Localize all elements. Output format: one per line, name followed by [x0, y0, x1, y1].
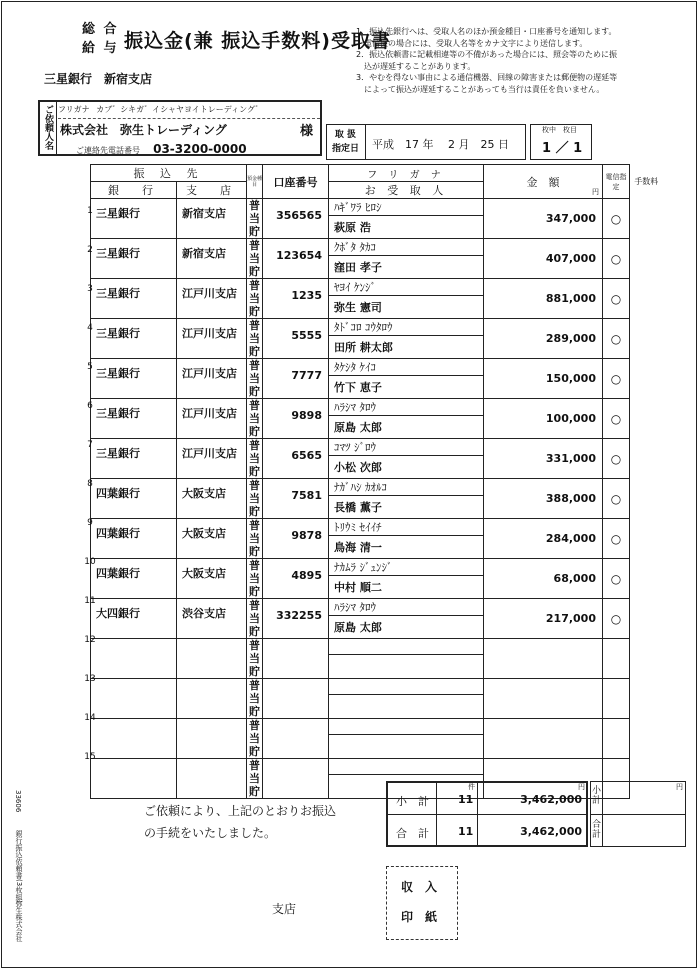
bank-name: 三星銀行	[91, 279, 177, 319]
recipient-furigana	[329, 679, 484, 695]
amount: 289,000	[484, 319, 603, 359]
recipient-name: 原島 太郎	[329, 616, 484, 639]
recipient-name: 原島 太郎	[329, 416, 484, 439]
totals-yen: 円	[578, 783, 585, 791]
table-row	[91, 359, 663, 376]
account-type-labels	[247, 519, 262, 558]
fee-cell	[630, 639, 663, 679]
recipient-name	[329, 695, 484, 719]
recipient-furigana: ﾔﾖｲ ｹﾝｼﾞ	[329, 279, 484, 296]
account-type-cell	[247, 679, 263, 719]
recipient-name: 萩原 浩	[329, 216, 484, 239]
account-type-label: 当	[249, 372, 260, 385]
account-number: 4895	[263, 559, 329, 599]
account-type-labels	[247, 479, 262, 518]
header-bank: 銀 行	[91, 182, 177, 199]
header-account: 口座番号	[263, 165, 329, 199]
header-destination: 振 込 先	[91, 165, 247, 182]
amount: 284,000	[484, 519, 603, 559]
table-row	[91, 719, 663, 735]
branch-name: 江戸川支店	[177, 439, 247, 479]
account-type-label: 普	[249, 399, 260, 412]
account-type-labels	[247, 559, 262, 598]
branch-name: 大阪支店	[177, 479, 247, 519]
account-type-label: 普	[249, 639, 260, 652]
note-line: 電信扱の場合には、受取人名等をカナ文字により送信します。	[356, 38, 588, 48]
row-number: 3	[87, 284, 93, 294]
branch-name: 江戸川支店	[177, 279, 247, 319]
row-number: 14	[84, 713, 96, 723]
table-row	[91, 439, 663, 456]
account-number: 7777	[263, 359, 329, 399]
account-type-label: 貯	[249, 385, 260, 398]
amount: 881,000	[484, 279, 603, 319]
account-type-label: 普	[249, 279, 260, 292]
amount: 388,000	[484, 479, 603, 519]
recipient-name: 窪田 孝子	[329, 256, 484, 279]
telegraph-cell	[603, 519, 630, 559]
date-label-top: 取 扱	[334, 130, 357, 140]
fee-cell	[630, 279, 663, 319]
account-number: 1235	[263, 279, 329, 319]
recipient-name: 中村 順二	[329, 576, 484, 599]
table-row	[91, 759, 663, 775]
bank-name: 大四銀行	[91, 599, 177, 639]
account-type-label: 貯	[249, 265, 260, 278]
table-row	[91, 479, 663, 496]
bank-branch-header: 三星銀行 新宿支店	[44, 72, 153, 86]
amount: 331,000	[484, 439, 603, 479]
account-type-label: 普	[249, 479, 260, 492]
branch-name: 新宿支店	[177, 239, 247, 279]
telegraph-cell	[603, 679, 630, 719]
account-type-labels	[247, 639, 262, 678]
account-type-cell	[247, 559, 263, 599]
account-type-labels	[247, 279, 262, 318]
account-type-label: 普	[249, 319, 260, 332]
branch-name: 江戸川支店	[177, 359, 247, 399]
side-subtotal: 小計	[592, 786, 602, 806]
account-type-label: 貯	[249, 465, 260, 478]
table-row	[91, 239, 663, 256]
amount: 407,000	[484, 239, 603, 279]
fee-cell	[630, 519, 663, 559]
header-fee: 手数料	[630, 165, 663, 199]
recipient-furigana	[329, 639, 484, 655]
footer-message-line1: ご依頼により、上記のとおりお振込	[144, 804, 337, 818]
telegraph-mark: ○	[610, 291, 622, 306]
branch-label: 支店	[272, 902, 297, 916]
header-recipient: お 受 取 人	[329, 182, 484, 199]
bank-name	[91, 639, 177, 679]
branch-name: 大阪支店	[177, 519, 247, 559]
amount	[484, 639, 603, 679]
header-telegraph: 電信指定	[603, 165, 630, 199]
account-type-labels	[247, 199, 262, 238]
telegraph-cell	[603, 399, 630, 439]
account-type-cell	[247, 519, 263, 559]
account-type-label: 貯	[249, 345, 260, 358]
amount	[484, 679, 603, 719]
account-type-label: 普	[249, 199, 260, 212]
account-type-cell	[247, 399, 263, 439]
account-type-cell	[247, 719, 263, 759]
account-type-label: 貯	[249, 225, 260, 238]
recipient-furigana: ﾀﾄﾞｺﾛ ｺｳﾀﾛｳ	[329, 319, 484, 336]
recipient-name: 鳥海 清一	[329, 536, 484, 559]
account-type-labels	[247, 759, 262, 798]
account-type-label: 普	[249, 719, 260, 732]
requester-phone-row	[76, 138, 247, 157]
fee-cell	[630, 599, 663, 639]
fee-cell	[630, 559, 663, 599]
table-row	[91, 399, 663, 416]
table-row	[91, 199, 663, 216]
account-type-cell	[247, 599, 263, 639]
telegraph-mark: ○	[610, 491, 622, 506]
bank-name: 四葉銀行	[91, 559, 177, 599]
note-line: 2．振込依頼書に記載相違等の不備があった場合には、照会等のために振	[356, 50, 618, 59]
fee-cell	[630, 479, 663, 519]
total-label: 合 計	[396, 827, 429, 840]
bank-name: 三星銀行	[91, 239, 177, 279]
row-number: 10	[84, 557, 96, 567]
note-line: によって振込が遅延することがあっても当行は責任を負いません。	[356, 84, 605, 94]
account-type-labels	[247, 359, 262, 398]
branch-name: 大阪支店	[177, 559, 247, 599]
phone-label: ご連絡先電話番号	[76, 146, 140, 155]
recipient-name: 小松 次郎	[329, 456, 484, 479]
fee-totals-yen: 円	[676, 783, 683, 791]
account-number: 5555	[263, 319, 329, 359]
account-type-label: 当	[249, 292, 260, 305]
account-type-cell	[247, 479, 263, 519]
account-type-label: 貯	[249, 305, 260, 318]
telegraph-mark: ○	[610, 451, 622, 466]
amount	[484, 719, 603, 759]
account-type-label: 貯	[249, 665, 260, 678]
account-type-label: 貯	[249, 625, 260, 638]
date-label-bottom: 指定日	[331, 144, 359, 154]
bank-name: 三星銀行	[91, 199, 177, 239]
account-type-label: 貯	[249, 585, 260, 598]
header-type: 預金種目	[247, 165, 263, 199]
bank-name: 三星銀行	[91, 319, 177, 359]
telegraph-mark: ○	[610, 211, 622, 226]
account-type-cell	[247, 439, 263, 479]
row-number: 1	[87, 206, 93, 216]
fee-cell	[630, 399, 663, 439]
fee-cell	[630, 239, 663, 279]
fee-cell	[630, 679, 663, 719]
header-amount: 金 額	[526, 175, 560, 189]
page-value: 1 ／ 1	[542, 141, 583, 156]
recipient-furigana	[329, 719, 484, 735]
account-type-label: 貯	[249, 705, 260, 718]
row-number: 6	[87, 401, 93, 411]
account-type-label: 普	[249, 679, 260, 692]
recipient-furigana: ﾅｶﾑﾗ ｼﾞｭﾝｼﾞ	[329, 559, 484, 576]
account-type-label: 当	[249, 772, 260, 785]
requester-furigana: カブ゛シキガ゛イシャヤヨイトレーディング゛	[96, 105, 263, 114]
branch-name: 新宿支店	[177, 199, 247, 239]
account-number: 9898	[263, 399, 329, 439]
table-row	[91, 559, 663, 576]
account-number: 9878	[263, 519, 329, 559]
transfer-table	[90, 164, 663, 799]
row-number: 2	[87, 245, 93, 255]
recipient-furigana: ﾀｹｼﾀ ｹｲｺ	[329, 359, 484, 376]
account-type-label: 普	[249, 239, 260, 252]
telegraph-cell	[603, 319, 630, 359]
branch-name	[177, 639, 247, 679]
account-type-label: 貯	[249, 545, 260, 558]
account-number: 6565	[263, 439, 329, 479]
branch-name: 渋谷支店	[177, 599, 247, 639]
footer-message	[144, 800, 336, 844]
account-type-labels	[247, 719, 262, 758]
requester-name: 株式会社 弥生トレーディング	[60, 123, 227, 137]
recipient-furigana: ｺﾏﾂ ｼﾞﾛｳ	[329, 439, 484, 456]
footer-message-line2: の手続をいたしました。	[144, 826, 277, 840]
requester-furigana-row	[58, 104, 320, 119]
account-type-cell	[247, 279, 263, 319]
document-title: 振込金(兼 振込手数料)受取書	[124, 30, 391, 52]
branch-name	[177, 679, 247, 719]
account-type-labels	[247, 399, 262, 438]
account-type-label: 当	[249, 452, 260, 465]
table-row	[91, 279, 663, 296]
date-label-cell	[326, 124, 366, 160]
telegraph-mark: ○	[610, 571, 622, 586]
recipient-furigana: ｸﾎﾞﾀ ﾀｶｺ	[329, 239, 484, 256]
amount: 68,000	[484, 559, 603, 599]
recipient-furigana: ﾊﾗｼﾏ ﾀﾛｳ	[329, 399, 484, 416]
row-number: 5	[87, 362, 93, 372]
header-yen: 円	[592, 188, 599, 196]
side-maker: 弥生株式会社	[15, 900, 23, 942]
account-type-cell	[247, 759, 263, 799]
table-row	[91, 599, 663, 616]
title-kind-top: 総 合	[82, 22, 119, 37]
note-line: 込が遅延することがあります。	[356, 61, 476, 71]
account-type-label: 当	[249, 612, 260, 625]
header-row-top	[91, 165, 663, 182]
telegraph-cell	[603, 359, 630, 399]
account-type-label: 当	[249, 692, 260, 705]
header-furigana: フ リ ガ ナ	[329, 165, 484, 182]
account-type-label: 当	[249, 492, 260, 505]
furigana-label: フリガナ	[58, 105, 90, 114]
bank-name: 三星銀行	[91, 359, 177, 399]
telegraph-mark: ○	[610, 371, 622, 386]
row-number: 8	[87, 479, 93, 489]
account-number: 356565	[263, 199, 329, 239]
account-type-label: 普	[249, 559, 260, 572]
recipient-name	[329, 735, 484, 759]
count-unit: 件	[468, 783, 475, 791]
telegraph-cell	[603, 199, 630, 239]
page-label: 枚中 枚目	[542, 126, 577, 134]
account-type-labels	[247, 319, 262, 358]
telegraph-cell	[603, 719, 630, 759]
account-type-label: 当	[249, 252, 260, 265]
account-type-label: 普	[249, 519, 260, 532]
totals-divider	[388, 814, 586, 815]
account-type-label: 貯	[249, 785, 260, 798]
account-type-cell	[247, 199, 263, 239]
account-number: 332255	[263, 599, 329, 639]
table-row	[91, 319, 663, 336]
honorific: 様	[300, 124, 314, 139]
telegraph-cell	[603, 559, 630, 599]
account-type-labels	[247, 439, 262, 478]
bank-name: 三星銀行	[91, 399, 177, 439]
telegraph-cell	[603, 239, 630, 279]
note-line: 3．やむを得ない事由による通信機器、回線の障害または郵便物の遅延等	[356, 73, 618, 82]
fee-cell	[630, 719, 663, 759]
telegraph-mark: ○	[610, 531, 622, 546]
bank-name: 三星銀行	[91, 439, 177, 479]
table-row	[91, 639, 663, 655]
header-branch: 支 店	[177, 182, 247, 199]
bank-name	[91, 719, 177, 759]
account-number: 123654	[263, 239, 329, 279]
account-type-label: 普	[249, 439, 260, 452]
telegraph-cell	[603, 279, 630, 319]
notes-block	[356, 26, 686, 95]
row-number: 9	[87, 518, 93, 528]
note-line: 1．振込先銀行へは、受取人名のほか預金種目・口座番号を通知します。	[356, 27, 617, 36]
account-number	[263, 719, 329, 759]
requester-phone: 03-3200-0000	[153, 142, 247, 156]
account-type-cell	[247, 359, 263, 399]
stamp-label-bottom: 印 紙	[401, 910, 438, 924]
fee-cell	[630, 319, 663, 359]
account-type-labels	[247, 679, 262, 718]
recipient-furigana: ﾅｶﾞﾊｼ ｶｵﾙｺ	[329, 479, 484, 496]
account-number	[263, 759, 329, 799]
account-type-cell	[247, 239, 263, 279]
account-type-label: 普	[249, 759, 260, 772]
branch-name: 江戸川支店	[177, 319, 247, 359]
fee-cell	[630, 199, 663, 239]
title-kind-bottom: 給 与	[82, 41, 119, 56]
bank-name: 四葉銀行	[91, 479, 177, 519]
bank-name	[91, 759, 177, 799]
telegraph-mark: ○	[610, 611, 622, 626]
telegraph-mark: ○	[610, 411, 622, 426]
amount: 217,000	[484, 599, 603, 639]
account-type-label: 普	[249, 599, 260, 612]
telegraph-cell	[603, 439, 630, 479]
telegraph-mark: ○	[610, 331, 622, 346]
subtotal-label: 小 計	[396, 795, 429, 808]
account-number	[263, 639, 329, 679]
branch-name	[177, 719, 247, 759]
row-number: 12	[84, 635, 96, 645]
telegraph-mark: ○	[610, 251, 622, 266]
row-number: 15	[84, 752, 96, 762]
requester-label: ご依頼人名	[43, 105, 53, 150]
account-type-label: 貯	[249, 425, 260, 438]
account-type-label: 当	[249, 212, 260, 225]
amount: 150,000	[484, 359, 603, 399]
table-body	[91, 199, 663, 799]
account-type-labels	[247, 239, 262, 278]
branch-name	[177, 759, 247, 799]
recipient-name: 弥生 憲司	[329, 296, 484, 319]
account-type-label: 普	[249, 359, 260, 372]
recipient-name: 長橋 薫子	[329, 496, 484, 519]
telegraph-cell	[603, 479, 630, 519]
total-count: 11	[458, 825, 474, 838]
stamp-label-top: 収 入	[401, 880, 438, 894]
row-number: 7	[87, 440, 93, 450]
amount: 347,000	[484, 199, 603, 239]
subtotal-count: 11	[458, 793, 474, 806]
account-type-label: 貯	[249, 505, 260, 518]
account-type-cell	[247, 319, 263, 359]
account-type-cell	[247, 639, 263, 679]
recipient-name: 竹下 恵子	[329, 376, 484, 399]
account-type-label: 貯	[249, 745, 260, 758]
amount: 100,000	[484, 399, 603, 439]
bank-name: 四葉銀行	[91, 519, 177, 559]
telegraph-cell	[603, 599, 630, 639]
row-number: 13	[84, 674, 96, 684]
row-number: 11	[84, 596, 96, 606]
account-type-labels	[247, 599, 262, 638]
side-code: 33606	[14, 790, 22, 813]
fee-totals-sep	[602, 781, 604, 847]
fee-cell	[630, 439, 663, 479]
recipient-name	[329, 655, 484, 679]
side-total: 合計	[592, 820, 602, 840]
table-row	[91, 679, 663, 695]
recipient-furigana: ﾄﾘｳﾐ ｾｲｲﾁ	[329, 519, 484, 536]
table-row	[91, 519, 663, 536]
account-type-label: 当	[249, 532, 260, 545]
fee-totals-divider	[590, 814, 686, 815]
account-number: 7581	[263, 479, 329, 519]
header-amount-cell	[484, 165, 603, 199]
bank-name	[91, 679, 177, 719]
account-type-label: 当	[249, 572, 260, 585]
row-number: 4	[87, 323, 93, 333]
account-type-label: 当	[249, 652, 260, 665]
recipient-furigana: ﾊｷﾞﾜﾗ ﾋﾛｼ	[329, 199, 484, 216]
recipient-furigana: ﾊﾗｼﾏ ﾀﾛｳ	[329, 599, 484, 616]
date-value: 平成 17 年 2 月 25 日	[372, 138, 509, 151]
account-type-label: 当	[249, 412, 260, 425]
fee-cell	[630, 359, 663, 399]
branch-name: 江戸川支店	[177, 399, 247, 439]
recipient-furigana	[329, 759, 484, 775]
subtotal-amount: 3,462,000	[520, 793, 582, 806]
requester-label-cell	[40, 102, 57, 154]
account-type-label: 当	[249, 332, 260, 345]
account-type-label: 当	[249, 732, 260, 745]
total-amount: 3,462,000	[520, 825, 582, 838]
recipient-name: 田所 耕太郎	[329, 336, 484, 359]
account-number	[263, 679, 329, 719]
telegraph-cell	[603, 639, 630, 679]
side-form-name: 銀行振込依頼書(3枚組)	[15, 830, 23, 903]
